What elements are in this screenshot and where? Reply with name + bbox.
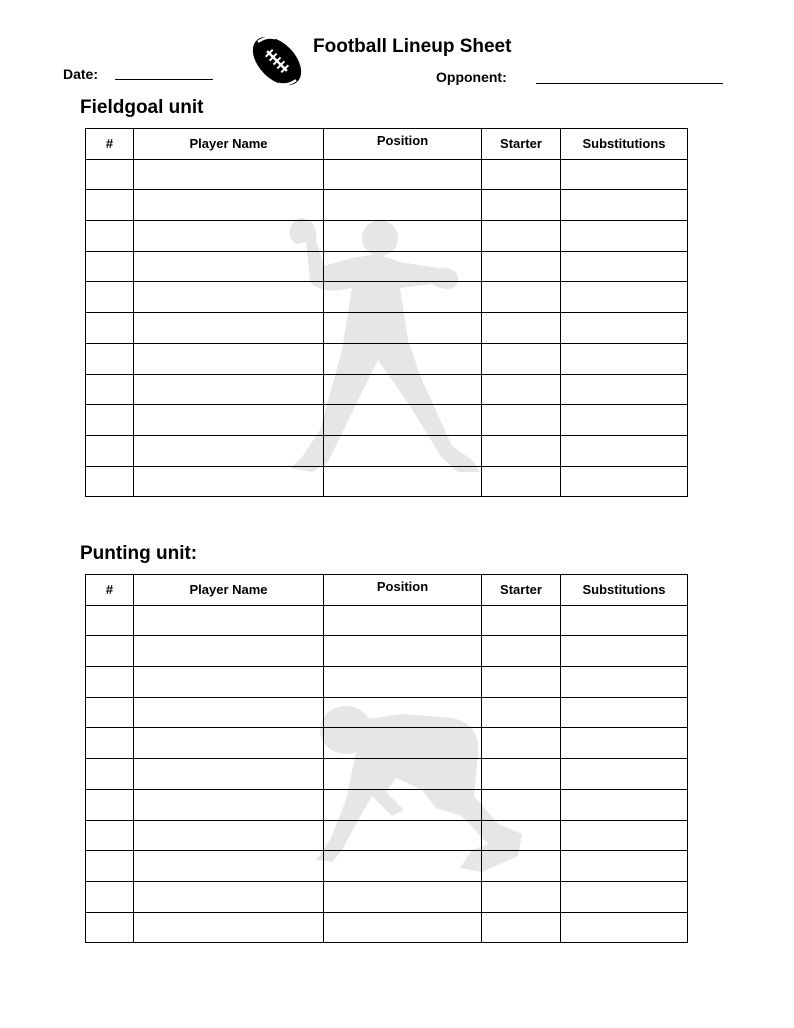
number-cell[interactable] [86, 912, 134, 943]
position-cell[interactable] [324, 851, 482, 882]
number-cell[interactable] [86, 728, 134, 759]
position-cell[interactable] [324, 605, 482, 636]
position-cell[interactable] [324, 789, 482, 820]
table-row [86, 466, 688, 497]
number-cell[interactable] [86, 221, 134, 252]
table-row [86, 313, 688, 344]
substitutions-cell[interactable] [561, 466, 688, 497]
table-row [86, 159, 688, 190]
player-name-cell[interactable] [134, 313, 324, 344]
substitutions-cell[interactable] [561, 435, 688, 466]
starter-cell[interactable] [482, 159, 561, 190]
table-row [86, 251, 688, 282]
player-name-cell[interactable] [134, 789, 324, 820]
column-substitutions-header: Substitutions [561, 129, 688, 160]
player-name-cell[interactable] [134, 435, 324, 466]
player-name-cell[interactable] [134, 851, 324, 882]
starter-cell[interactable] [482, 466, 561, 497]
table-row [86, 667, 688, 698]
column-player-name-header: Player Name [134, 129, 324, 160]
column-starter-header: Starter [482, 575, 561, 606]
player-name-cell[interactable] [134, 728, 324, 759]
column-position-header: Position [324, 575, 482, 606]
starter-cell[interactable] [482, 282, 561, 313]
position-cell[interactable] [324, 820, 482, 851]
column-number-header: # [86, 129, 134, 160]
player-name-cell[interactable] [134, 343, 324, 374]
number-cell[interactable] [86, 343, 134, 374]
position-cell[interactable] [324, 159, 482, 190]
position-cell[interactable] [324, 221, 482, 252]
starter-cell[interactable] [482, 636, 561, 667]
number-cell[interactable] [86, 313, 134, 344]
opponent-field[interactable] [536, 83, 723, 84]
substitutions-cell[interactable] [561, 343, 688, 374]
substitutions-cell[interactable] [561, 881, 688, 912]
punting-section-title: Punting unit: [80, 543, 198, 564]
position-cell[interactable] [324, 313, 482, 344]
player-name-cell[interactable] [134, 912, 324, 943]
starter-cell[interactable] [482, 820, 561, 851]
table-row [86, 190, 688, 221]
position-cell[interactable] [324, 251, 482, 282]
position-cell[interactable] [324, 881, 482, 912]
substitutions-cell[interactable] [561, 251, 688, 282]
player-name-cell[interactable] [134, 636, 324, 667]
number-cell[interactable] [86, 636, 134, 667]
table-row [86, 435, 688, 466]
table-header-row [86, 129, 688, 160]
table-row [86, 789, 688, 820]
substitutions-cell[interactable] [561, 789, 688, 820]
table-row [86, 282, 688, 313]
position-cell[interactable] [324, 912, 482, 943]
column-position-header: Position [324, 129, 482, 160]
number-cell[interactable] [86, 851, 134, 882]
substitutions-cell[interactable] [561, 759, 688, 790]
starter-cell[interactable] [482, 759, 561, 790]
player-name-cell[interactable] [134, 282, 324, 313]
number-cell[interactable] [86, 190, 134, 221]
position-cell[interactable] [324, 343, 482, 374]
table-row [86, 881, 688, 912]
substitutions-cell[interactable] [561, 159, 688, 190]
player-name-cell[interactable] [134, 405, 324, 436]
position-cell[interactable] [324, 435, 482, 466]
substitutions-cell[interactable] [561, 374, 688, 405]
table-row [86, 374, 688, 405]
number-cell[interactable] [86, 667, 134, 698]
position-cell[interactable] [324, 667, 482, 698]
fieldgoal-lineup-table [85, 128, 688, 497]
fieldgoal-section-title: Fieldgoal unit [80, 97, 204, 118]
starter-cell[interactable] [482, 435, 561, 466]
number-cell[interactable] [86, 697, 134, 728]
starter-cell[interactable] [482, 313, 561, 344]
date-field[interactable] [115, 79, 213, 80]
number-cell[interactable] [86, 251, 134, 282]
player-name-cell[interactable] [134, 221, 324, 252]
football-icon [246, 30, 308, 92]
number-cell[interactable] [86, 759, 134, 790]
table-row [86, 912, 688, 943]
column-starter-header: Starter [482, 129, 561, 160]
player-name-cell[interactable] [134, 820, 324, 851]
player-name-cell[interactable] [134, 190, 324, 221]
number-cell[interactable] [86, 159, 134, 190]
substitutions-cell[interactable] [561, 851, 688, 882]
position-cell[interactable] [324, 405, 482, 436]
table-row [86, 605, 688, 636]
table-row [86, 851, 688, 882]
number-cell[interactable] [86, 282, 134, 313]
table-row [86, 405, 688, 436]
number-cell[interactable] [86, 435, 134, 466]
column-number-header: # [86, 575, 134, 606]
table-row [86, 728, 688, 759]
starter-cell[interactable] [482, 251, 561, 282]
position-cell[interactable] [324, 759, 482, 790]
substitutions-cell[interactable] [561, 636, 688, 667]
date-label: Date: [63, 66, 99, 82]
table-row [86, 636, 688, 667]
starter-cell[interactable] [482, 667, 561, 698]
starter-cell[interactable] [482, 881, 561, 912]
position-cell[interactable] [324, 636, 482, 667]
player-name-cell[interactable] [134, 374, 324, 405]
substitutions-cell[interactable] [561, 282, 688, 313]
position-cell[interactable] [324, 466, 482, 497]
substitutions-cell[interactable] [561, 313, 688, 344]
number-cell[interactable] [86, 820, 134, 851]
player-name-cell[interactable] [134, 159, 324, 190]
number-cell[interactable] [86, 789, 134, 820]
substitutions-cell[interactable] [561, 405, 688, 436]
starter-cell[interactable] [482, 343, 561, 374]
player-name-cell[interactable] [134, 759, 324, 790]
starter-cell[interactable] [482, 405, 561, 436]
player-name-cell[interactable] [134, 881, 324, 912]
starter-cell[interactable] [482, 851, 561, 882]
substitutions-cell[interactable] [561, 912, 688, 943]
table-row [86, 221, 688, 252]
table-row [86, 820, 688, 851]
starter-cell[interactable] [482, 728, 561, 759]
table-row [86, 343, 688, 374]
player-name-cell[interactable] [134, 605, 324, 636]
position-cell[interactable] [324, 282, 482, 313]
opponent-label: Opponent: [436, 69, 507, 85]
position-cell[interactable] [324, 190, 482, 221]
player-name-cell[interactable] [134, 697, 324, 728]
position-cell[interactable] [324, 728, 482, 759]
substitutions-cell[interactable] [561, 605, 688, 636]
starter-cell[interactable] [482, 605, 561, 636]
punting-lineup-table [85, 574, 688, 943]
starter-cell[interactable] [482, 221, 561, 252]
column-player-name-header: Player Name [134, 575, 324, 606]
substitutions-cell[interactable] [561, 190, 688, 221]
player-name-cell[interactable] [134, 251, 324, 282]
table-row [86, 759, 688, 790]
column-substitutions-header: Substitutions [561, 575, 688, 606]
number-cell[interactable] [86, 374, 134, 405]
sheet-title: Football Lineup Sheet [313, 36, 512, 57]
substitutions-cell[interactable] [561, 820, 688, 851]
starter-cell[interactable] [482, 190, 561, 221]
starter-cell[interactable] [482, 789, 561, 820]
substitutions-cell[interactable] [561, 697, 688, 728]
table-header-row [86, 575, 688, 606]
starter-cell[interactable] [482, 912, 561, 943]
table-row [86, 697, 688, 728]
substitutions-cell[interactable] [561, 728, 688, 759]
number-cell[interactable] [86, 466, 134, 497]
player-name-cell[interactable] [134, 667, 324, 698]
substitutions-cell[interactable] [561, 221, 688, 252]
number-cell[interactable] [86, 881, 134, 912]
player-name-cell[interactable] [134, 466, 324, 497]
starter-cell[interactable] [482, 374, 561, 405]
number-cell[interactable] [86, 405, 134, 436]
substitutions-cell[interactable] [561, 667, 688, 698]
position-cell[interactable] [324, 697, 482, 728]
position-cell[interactable] [324, 374, 482, 405]
starter-cell[interactable] [482, 697, 561, 728]
number-cell[interactable] [86, 605, 134, 636]
